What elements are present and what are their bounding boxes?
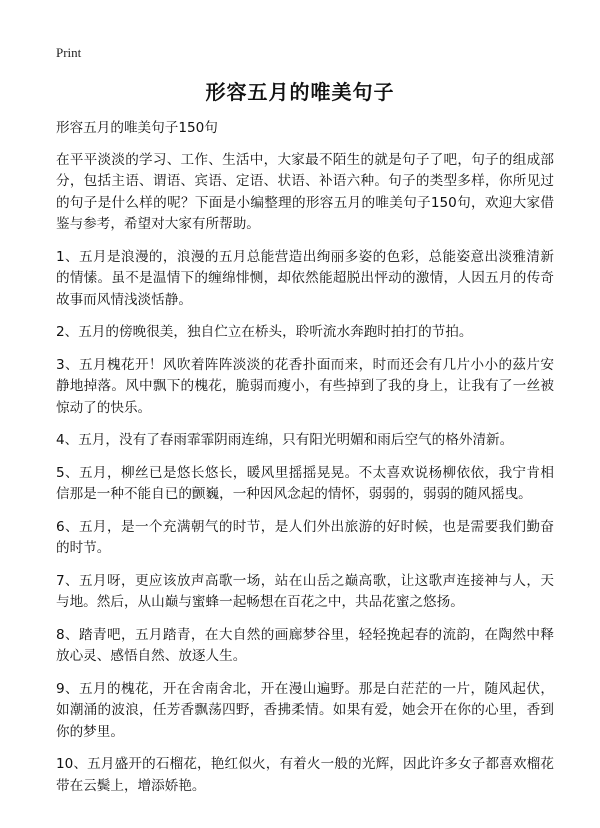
article-subtitle: 形容五月的唯美句子150句 — [56, 120, 218, 136]
sentence-item: 4、五月，没有了春雨霏霏阴雨连绵，只有阳光明媚和雨后空气的格外清新。 — [56, 432, 514, 448]
sentence-item: 9、五月的槐花，开在舍南舍北，开在漫山遍野。那是白茫茫的一片，随风起伏，如潮涌的波浪，任芳香飘荡四野，香拂柔情。如果有爱，她会开在你的心里，香到你的梦里。 — [56, 680, 554, 740]
page-title: 形容五月的唯美句子 — [205, 80, 395, 104]
print-link[interactable]: Print — [56, 45, 82, 60]
article-body — [56, 118, 554, 808]
sentence-item: 5、五月，柳丝已是悠长悠长，暖风里摇摇晃晃。不太喜欢说杨柳依依，我宁肯相信那是一种不能自已的颤巍，一种因风念起的情怀，弱弱的，弱弱的随风摇曳。 — [56, 464, 554, 502]
intro-paragraph: 在平平淡淡的学习、工作、生活中，大家最不陌生的就是句子了吧，句子的组成部分，包括主语、谓语、宾语、定语、状语、补语六种。句子的类型多样，你所见过的句子是什么样的呢？下面是小编整理的形容五月的唯美句子150句，欢迎大家借鉴与参考，希望对大家有所帮助。 — [56, 151, 554, 232]
sentence-item: 3、五月槐花开！风吹着阵阵淡淡的花香扑面而来，时而还会有几片小小的茲片安静地掉落。风中飘下的槐花，脆弱而瘦小，有些掉到了我的身上，让我有了一丝被惊动了的快乐。 — [56, 356, 554, 416]
sentence-item: 8、踏青吧，五月踏青，在大自然的画廊梦谷里，轻轻挽起春的流韵，在陶然中释放心灵、感悟自然、放逐人生。 — [56, 626, 554, 664]
sentence-item: 7、五月呀，更应该放声高歌一场，站在山岳之巅高歌，让这歌声连接神与人，天与地。然后，从山巅与蜜蜂一起畅想在百花之中，共品花蜜之悠扬。 — [56, 572, 554, 610]
sentence-item: 1、五月是浪漫的，浪漫的五月总能营造出绚丽多姿的色彩，总能姿意出淡雅清新的情愫。虽不是温情下的缠绵悱恻，却依然能超脱出怦动的激情，人因五月的传奇故事而风情浅淡恬静。 — [56, 248, 554, 308]
sentence-item: 6、五月，是一个充满朝气的时节，是人们外出旅游的好时候，也是需要我们勤奋的时节。 — [56, 518, 554, 556]
sentence-item: 10、五月盛开的石榴花，艳红似火，有着火一般的光辉，因此许多女子都喜欢榴花带在云鬓上，增添娇艳。 — [56, 756, 554, 794]
sentence-item: 2、五月的傍晚很美，独自伫立在桥头，聆听流水奔跑时拍打的节拍。 — [56, 324, 473, 340]
